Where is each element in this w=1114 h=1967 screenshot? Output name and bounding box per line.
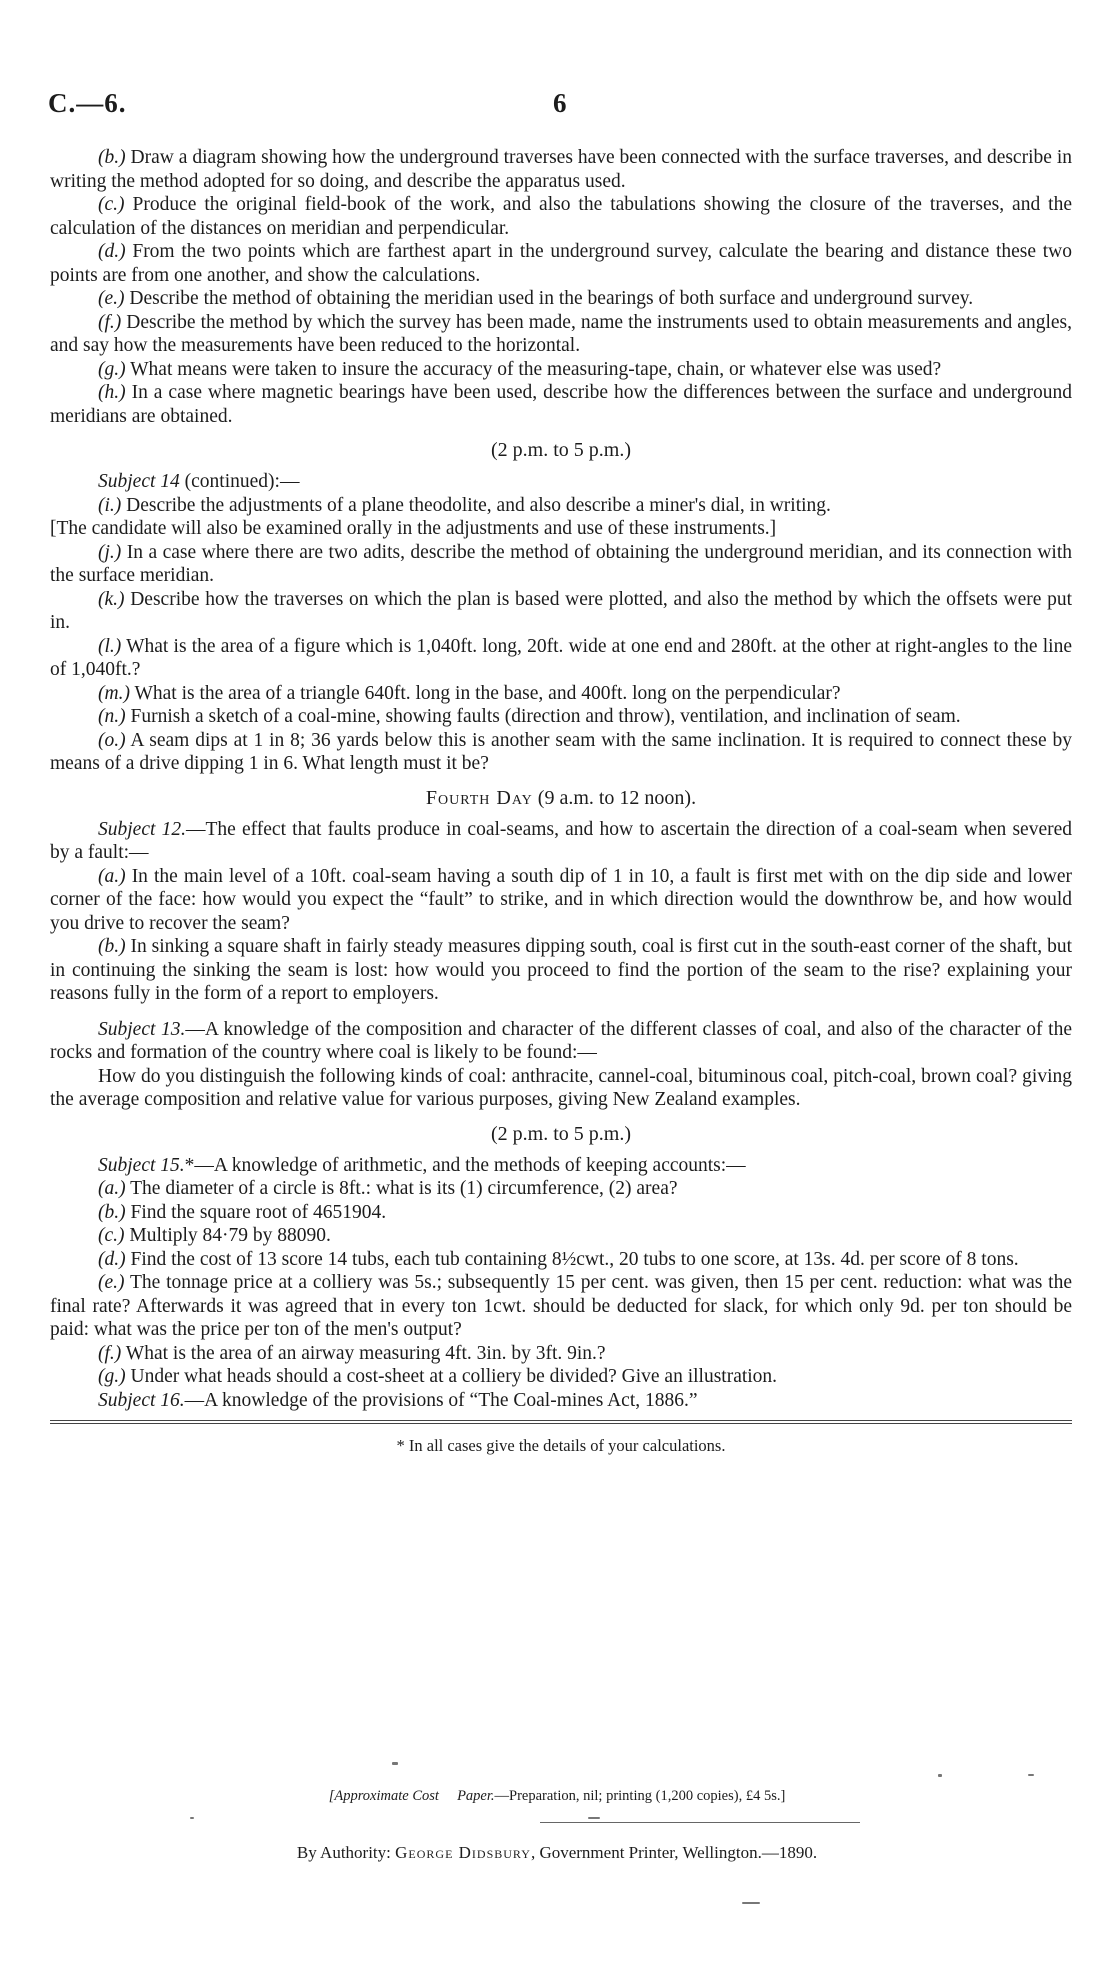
subject-12: Subject 12.—The effect that faults produce in coal-seams, and how to ascertain the direction of a coal-seam when severed by a fault:— (50, 818, 1072, 863)
question-b: (b.) Draw a diagram showing how the underground traverses have been connected with the surface traverses, and describe in writing the method adopted for so doing, and describe the apparatus used. (50, 147, 1072, 192)
scan-speck (938, 1774, 942, 1777)
scan-speck (190, 1817, 194, 1819)
fourth-day-heading: Fourth Day (9 a.m. to 12 noon). (425, 786, 697, 809)
subject-16: Subject 16.—A knowledge of the provisions of “The Coal-mines Act, 1886.” (98, 1389, 698, 1411)
footnote: * In all cases give the details of your calculations. (396, 1436, 726, 1455)
page-header (48, 88, 1066, 128)
question-i: (i.) Describe the adjustments of a plane theodolite, and also describe a miner's dial, in writing. (98, 494, 831, 516)
question-e: (e.) Describe the method of obtaining the meridian used in the bearings of both surface and underground survey. (98, 288, 974, 309)
question-f: (f.) Describe the method by which the survey has been made, name the instruments used to obtain measurements and angles, and say how the measurements have been reduced to the horizontal. (50, 311, 1072, 356)
question-n: (n.) Furnish a sketch of a coal-mine, showing faults (direction and throw), ventilation, and inclination of seam. (98, 706, 961, 727)
subject-13-question: How do you distinguish the following kinds of coal: anthracite, cannel-coal, bituminous coal, pitch-coal, brown coal? giving the average composition and relative value for various purposes, giving New Zealand examples. (50, 1065, 1072, 1110)
printer-imprint: By Authority: George Didsbury, Government Printer, Wellington.—1890. (296, 1843, 818, 1862)
question-o: (o.) A seam dips at 1 in 8; 36 yards below this is another seam with the same inclination. It is required to connect these by means of a drive dipping 1 in 6. What length must it be? (50, 729, 1072, 774)
page-number: 6 (553, 88, 567, 118)
question-c: (c.) Produce the original field-book of the work, and also the tabulations showing the closure of the traverses, and the calculation of the distances on meridian and perpendicular. (50, 194, 1072, 239)
question-j: (j.) In a case where there are two adits, describe the method of obtaining the underground meridian, and its connection with the surface meridian. (50, 541, 1072, 586)
subject-14-heading: Subject 14 (continued):— (98, 471, 300, 492)
document-reference: C.—6. (48, 88, 127, 118)
subject-15: Subject 15.*—A knowledge of arithmetic, and the methods of keeping accounts:— (98, 1154, 746, 1176)
question-g: (g.) What means were taken to insure the accuracy of the measuring-tape, chain, or whatever else was used? (98, 358, 942, 380)
subject-15-question-a: (a.) The diameter of a circle is 8ft.: what is its (1) circumference, (2) area? (98, 1178, 678, 1199)
subject-15-question-e: (e.) The tonnage price at a colliery was 5s.; subsequently 15 per cent. was given, then 15 per cent. reduction: what was the final rate? Afterwards it was agreed that in every ton 1cwt. should be deducted for slack, for which only 9d. per ton should be paid: what was the price per ton of the men's output? (50, 1272, 1072, 1340)
session-heading-afternoon: (2 p.m. to 5 p.m.) (491, 439, 631, 461)
question-m: (m.) What is the area of a triangle 640ft. long in the base, and 400ft. long on the perpendicular? (98, 682, 841, 704)
scan-speck (1028, 1774, 1034, 1776)
footnote-rule-top (50, 1420, 1072, 1421)
cost-note: [Approximate Cost Paper.—Preparation, nil; printing (1,200 copies), £4 5s.] (328, 1788, 786, 1804)
subject-12-question-a: (a.) In the main level of a 10ft. coal-seam having a south dip of 1 in 10, a fault is first met with on the dip side and lower corner of the face: how would you expect the “fault” to strike, and in which direction would the downthrow be, and how would you drive to recover the seam? (50, 865, 1072, 934)
scan-speck (392, 1762, 398, 1765)
footnote-rule-bottom (50, 1423, 1072, 1424)
subject-15-question-d: (d.) Find the cost of 13 score 14 tubs, each tub containing 8½cwt., 20 tubs to one score, at 13s. 4d. per score of 8 tons. (98, 1248, 1019, 1270)
subject-12-question-b: (b.) In sinking a square shaft in fairly steady measures dipping south, coal is first cut in the south-east corner of the shaft, but in continuing the sinking the seam is lost: how would you proceed to find the portion of the seam to the rise? explaining your reasons fully in the form of a report to employers. (50, 936, 1072, 1004)
subject-15-question-b: (b.) Find the square root of 4651904. (98, 1201, 387, 1223)
subject-15-question-c: (c.) Multiply 84·79 by 88090. (98, 1225, 331, 1246)
subject-13: Subject 13.—A knowledge of the composition and character of the different classes of coal, and also of the character of the rocks and formation of the country where coal is likely to be found:— (50, 1018, 1072, 1063)
subject-15-question-g: (g.) Under what heads should a cost-sheet at a colliery be divided? Give an illustration. (98, 1366, 778, 1387)
question-l: (l.) What is the area of a figure which is 1,040ft. long, 20ft. wide at one end and 280ft. at the other at right-angles to the line of 1,040ft.? (50, 635, 1072, 680)
question-k: (k.) Describe how the traverses on which the plan is based were plotted, and also the method by which the offsets were put in. (50, 588, 1072, 633)
question-h: (h.) In a case where magnetic bearings have been used, describe how the differences between the surface and underground meridians are obtained. (50, 382, 1072, 427)
imprint-rule (540, 1822, 860, 1823)
scan-speck (588, 1817, 600, 1819)
question-i-note: [The candidate will also be examined orally in the adjustments and use of these instruments.] (50, 518, 777, 539)
subject-15-question-f: (f.) What is the area of an airway measuring 4ft. 3in. by 3ft. 9in.? (98, 1342, 606, 1364)
session-heading-afternoon-2: (2 p.m. to 5 p.m.) (491, 1122, 631, 1145)
scan-speck (742, 1902, 760, 1904)
question-d: (d.) From the two points which are farthest apart in the underground survey, calculate the bearing and distance these two points are from one another, and show the calculations. (50, 241, 1072, 286)
document-body (50, 146, 1072, 1456)
